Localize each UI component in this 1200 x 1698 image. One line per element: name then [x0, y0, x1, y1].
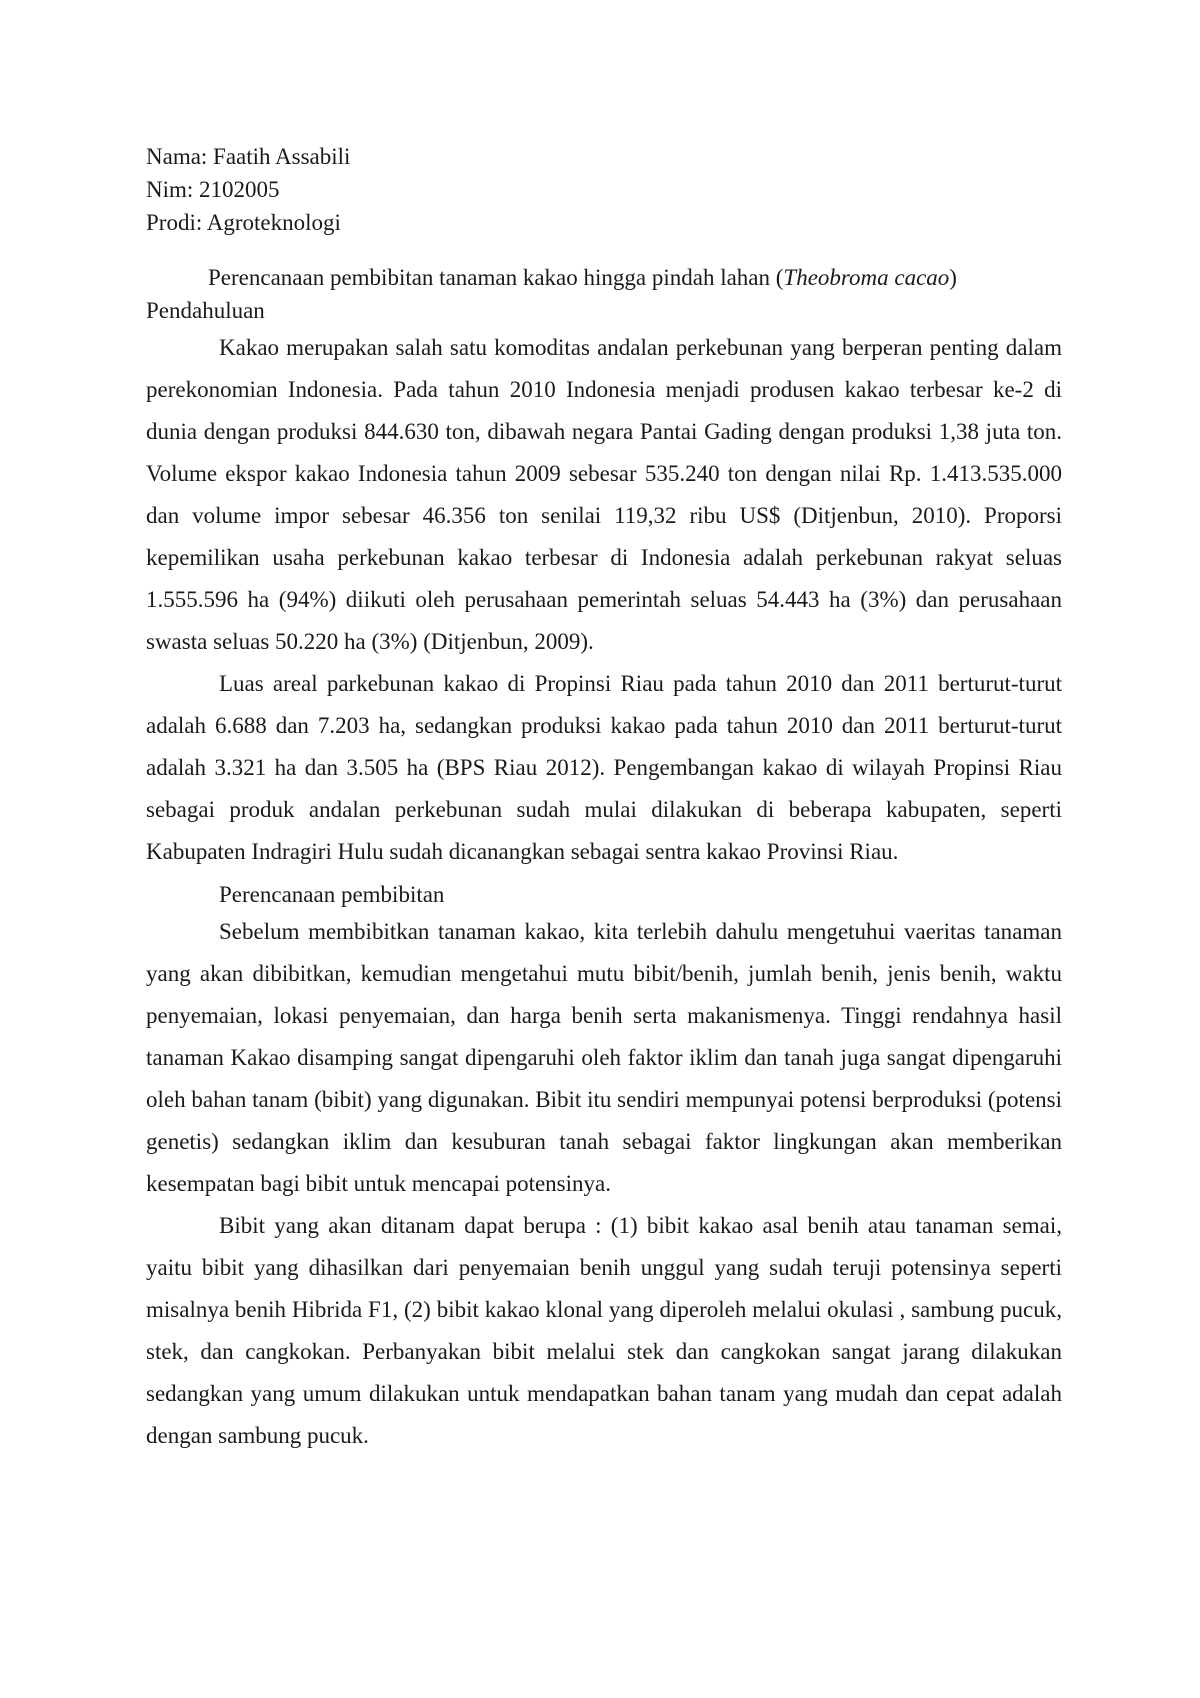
intro-heading: Pendahuluan	[146, 298, 265, 323]
intro-paragraph-1: Kakao merupakan salah satu komoditas andalan perkebunan yang berperan penting dalam perekonomian Indonesia. Pada tahun 2010 Indonesia menjadi produsen kakao terbesar ke-2 di dunia dengan produksi 844.630 ton, dibawah negara Pantai Gading dengan produksi 1,38 juta ton. Volume ekspor kakao Indonesia tahun 2009 sebesar 535.240 ton dengan nilai Rp. 1.413.535.000 dan volume impor sebesar 46.356 ton senilai 119,32 ribu US$ (Ditjenbun, 2010). Proporsi kepemilikan usaha perkebunan kakao terbesar di Indonesia adalah perkebunan rakyat seluas 1.555.596 ha (94%) diikuti oleh perusahaan pemerintah seluas 54.443 ha (3%) dan perusahaan swasta seluas 50.220 ha (3%) (Ditjenbun, 2009).	[146, 335, 1062, 654]
planning-paragraph-2: Bibit yang akan ditanam dapat berupa : (1) bibit kakao asal benih atau tanaman semai, yaitu bibit yang dihasilkan dari penyemaian benih unggul yang sudah teruji potensinya seperti misalnya benih Hibrida F1, (2) bibit kakao klonal yang diperoleh melalui okulasi , sambung pucuk, stek, dan cangkokan. Perbanyakan bibit melalui stek dan cangkokan sangat jarang dilakukan sedangkan yang umum dilakukan untuk mendapatkan bahan tanam yang mudah dan cepat adalah dengan sambung pucuk.	[146, 1213, 1062, 1448]
student-name: Nama: Faatih Assabili	[146, 144, 351, 169]
document-title	[146, 261, 1062, 294]
planning-heading: Perencanaan pembibitan	[219, 882, 445, 907]
title-closing: )	[949, 265, 957, 290]
title-scientific-name: Theobroma cacao	[783, 265, 950, 290]
student-nim: Nim: 2102005	[146, 177, 280, 202]
intro-paragraph-2: Luas areal parkebunan kakao di Propinsi Riau pada tahun 2010 dan 2011 berturut-turut adalah 6.688 dan 7.203 ha, sedangkan produksi kakao pada tahun 2010 dan 2011 berturut-turut adalah 3.321 ha dan 3.505 ha (BPS Riau 2012). Pengembangan kakao di wilayah Propinsi Riau sebagai produk andalan perkebunan sudah mulai dilakukan di beberapa kabupaten, seperti Kabupaten Indragiri Hulu sudah dicanangkan sebagai sentra kakao Provinsi Riau.	[146, 671, 1062, 864]
planning-paragraph-1: Sebelum membibitkan tanaman kakao, kita terlebih dahulu mengetuhui vaeritas tanaman yang akan dibibitkan, kemudian mengetahui mutu bibit/benih, jumlah benih, jenis benih, waktu penyemaian, lokasi penyemaian, dan harga benih serta makanismenya. Tinggi rendahnya hasil tanaman Kakao disamping sangat dipengaruhi oleh faktor iklim dan tanah juga sangat dipengaruhi oleh bahan tanam (bibit) yang digunakan. Bibit itu sendiri mempunyai potensi berproduksi (potensi genetis) sedangkan iklim dan kesuburan tanah sebagai faktor lingkungan akan memberikan kesempatan bagi bibit untuk mencapai potensinya.	[146, 919, 1062, 1196]
study-program: Prodi: Agroteknologi	[146, 210, 341, 235]
title-text: Perencanaan pembibitan tanaman kakao hingga pindah lahan (	[208, 265, 784, 290]
document-page	[146, 140, 1062, 1457]
